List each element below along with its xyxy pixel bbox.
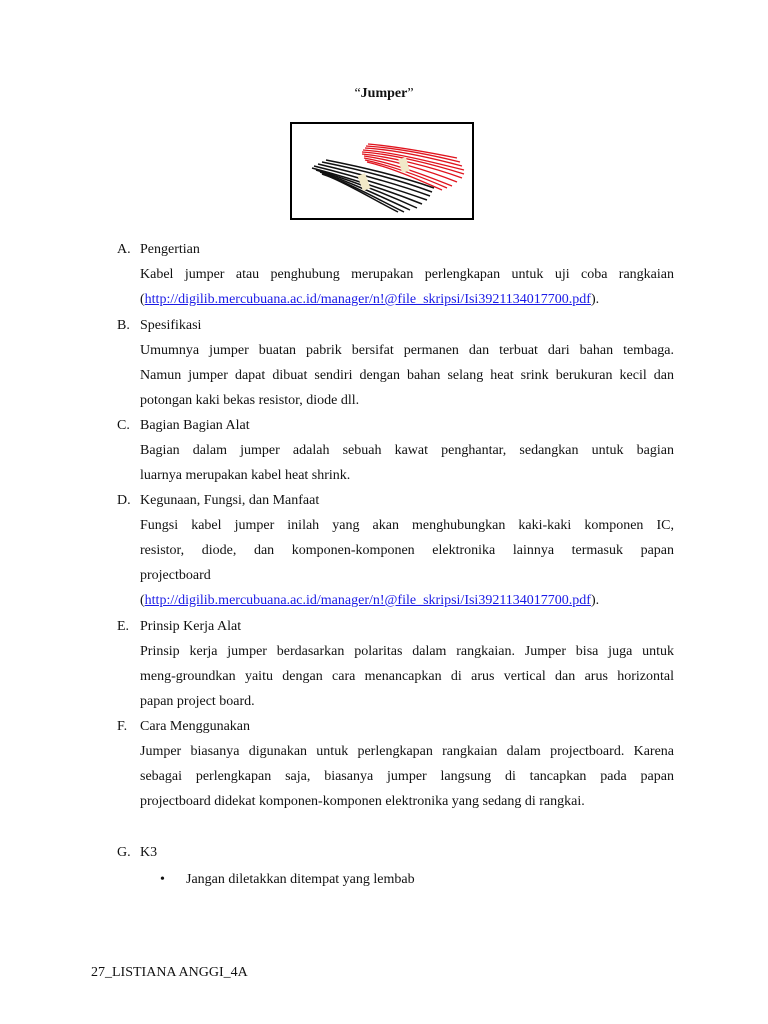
section-d-reference-link[interactable]: http://digilib.mercubuana.ac.id/manager/n!@file_skripsi/Isi3921134017700.pdf [144,593,591,608]
title-open-quote: “ [354,86,361,101]
page-title [0,86,768,102]
section-d-line-4 [140,593,674,609]
section-a-paren-close: ). [590,292,600,307]
section-e-line-3: papan project board. [140,694,255,709]
section-e-line-1: Prinsip kerja jumper berdasarkan polaritas dalam rangkaian. Jumper bisa juga untuk [140,644,674,659]
title-word: Jumper [360,86,408,101]
section-e-line-2: meng-groundkan yaitu dengan cara menancapkan di arus vertical dan arus horizontal [140,669,674,684]
section-a-line-1: Kabel jumper atau penghubung merupakan perlengkapan untuk uji coba rangkaian [140,267,674,282]
jumper-wires-image [290,122,474,220]
section-a-heading: Pengertian [140,242,200,257]
section-c-heading: Bagian Bagian Alat [140,418,250,433]
section-b-line-2: Namun jumper dapat dibuat sendiri dengan bahan selang heat srink berukuran kecil dan [140,368,674,383]
section-e-letter: E. [117,619,130,634]
section-d-line-1: Fungsi kabel jumper inilah yang akan menghubungkan kaki-kaki komponen IC, [140,518,674,533]
section-d-letter: D. [117,493,131,508]
section-e-heading: Prinsip Kerja Alat [140,619,242,634]
section-f-heading: Cara Menggunakan [140,719,251,734]
section-d-line-3: projectboard [140,568,211,583]
section-c-line-1: Bagian dalam jumper adalah sebuah kawat penghantar, sedangkan untuk bagian [140,443,674,458]
section-f-line-2: sebagai perlengkapan saja, biasanya jumper langsung di tancapkan pada papan [140,769,674,784]
section-a-letter: A. [117,242,131,257]
section-c-line-2: luarnya merupakan kabel heat shrink. [140,468,351,483]
title-close-quote: ” [407,86,414,101]
section-a-paren-open: ( [140,292,145,307]
section-g-bullet-marker: • [160,872,165,887]
section-f-line-1: Jumper biasanya digunakan untuk perlengkapan rangkaian dalam projectboard. Karena [140,744,674,759]
section-f-letter: F. [117,719,128,734]
section-a-reference-link[interactable]: http://digilib.mercubuana.ac.id/manager/n!@file_skripsi/Isi3921134017700.pdf [144,292,591,307]
page-footer: 27_LISTIANA ANGGI_4A [91,965,248,980]
section-d-heading: Kegunaan, Fungsi, dan Manfaat [140,493,320,508]
section-g-bullet-1: Jangan diletakkan ditempat yang lembab [186,872,415,887]
section-d-line-2: resistor, diode, dan komponen-komponen elektronika lainnya termasuk papan [140,543,674,558]
section-f-line-3: projectboard didekat komponen-komponen elektronika yang sedang di rangkai. [140,794,585,809]
section-b-line-3: potongan kaki bekas resistor, diode dll. [140,393,360,408]
jumper-wires-illustration [292,124,472,218]
section-a-line-2 [140,292,674,308]
section-b-line-1: Umumnya jumper buatan pabrik bersifat permanen dan terbuat dari bahan tembaga. [140,343,674,358]
section-g-letter: G. [117,845,131,860]
section-c-letter: C. [117,418,130,433]
section-g-heading: K3 [140,845,158,860]
section-b-heading: Spesifikasi [140,318,202,333]
section-d-paren-close: ). [590,593,600,608]
section-b-letter: B. [117,318,130,333]
section-d-paren-open: ( [140,593,145,608]
